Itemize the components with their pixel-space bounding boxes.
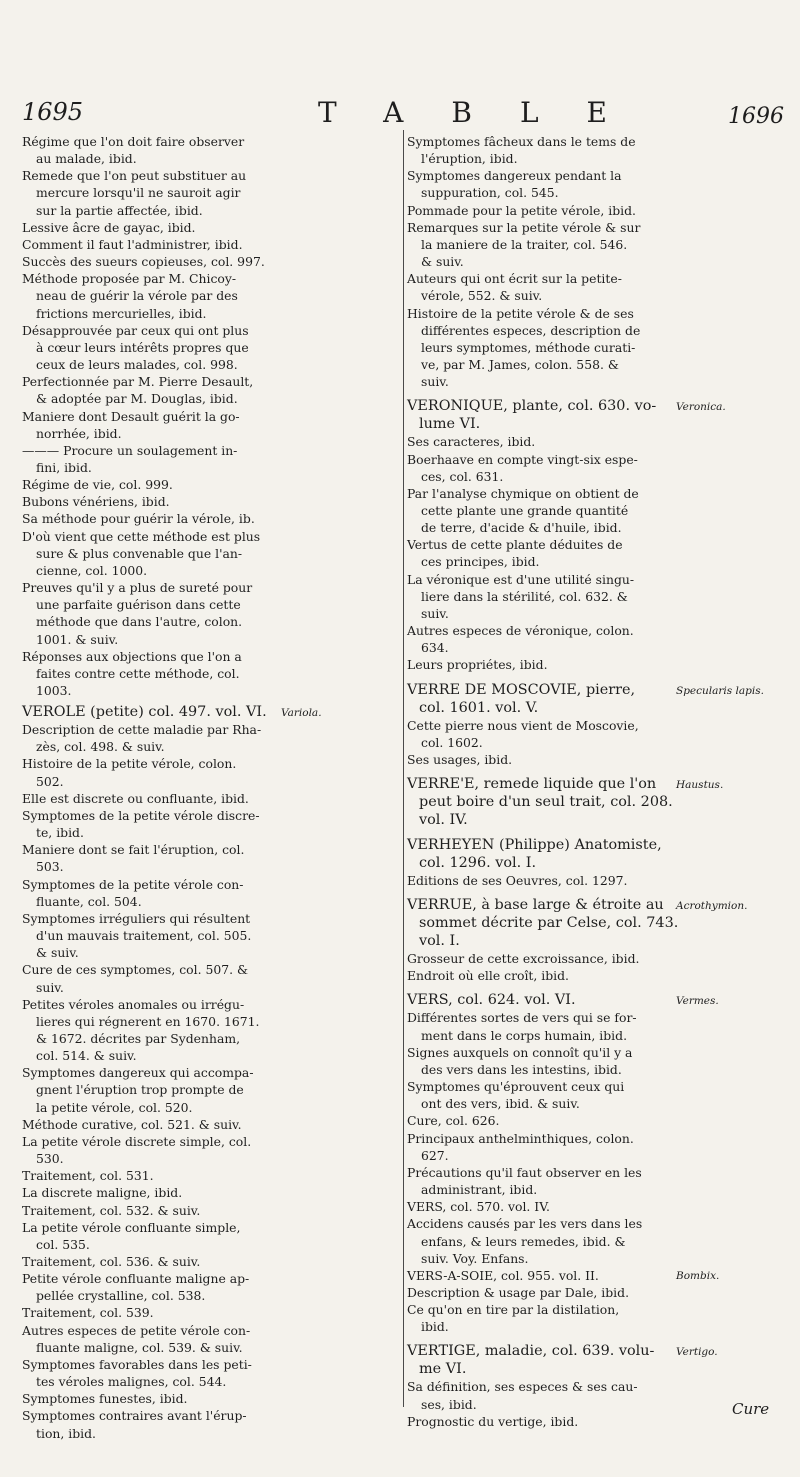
index-entry <box>407 1215 702 1266</box>
margin-latin-name: Haustus. <box>676 779 724 791</box>
index-entry <box>407 1078 702 1112</box>
entry-text: La discrete maligne, ibid. <box>22 1185 183 1201</box>
column-divider <box>403 130 404 1407</box>
index-entry <box>22 1133 307 1167</box>
entry-text: Symptomes dangereux pendant la suppuration, col. 545. <box>407 168 622 201</box>
index-heading <box>407 681 764 717</box>
index-entry <box>22 1219 307 1253</box>
index-entry <box>22 236 307 253</box>
index-entry <box>407 433 702 450</box>
entry-text: Histoire de la petite vérole, colon. 502. <box>22 756 237 789</box>
index-entry <box>407 133 702 167</box>
index-entry <box>22 167 307 218</box>
entry-text: Auteurs qui ont écrit sur la petite- vérole, 552. & suiv. <box>407 271 622 304</box>
entry-text: Traitement, col. 531. <box>22 1168 154 1184</box>
entry-text: Remede que l'on peut substituer au mercure lorsqu'il ne sauroit agir sur la partie affectée, ibid. <box>22 168 247 218</box>
entry-text: Accidens causés par les vers dans les enfans, & leurs remedes, ibid. & suiv. Voy. Enfans. <box>407 1216 643 1266</box>
entry-text: VERS, col. 570. vol. IV. <box>407 1199 550 1215</box>
entry-text: Bubons vénériens, ibid. <box>22 494 170 510</box>
margin-latin-name: Vertigo. <box>676 1346 718 1359</box>
index-entry <box>22 1270 307 1304</box>
entry-text: La petite vérole discrete simple, col. 530. <box>22 1133 252 1167</box>
entry-text: Grosseur de cette excroissance, ibid. <box>407 951 640 967</box>
entry-text: Boerhaave en compte vingt-six espe- ces, col. 631. <box>407 451 638 484</box>
entry-text: Traitement, col. 532. & suiv. <box>22 1202 201 1218</box>
entry-text: Description de cette maladie par Rha- zès, col. 498. & suiv. <box>22 722 262 755</box>
entry-text: Méthode curative, col. 521. & suiv. <box>22 1116 242 1132</box>
index-entry <box>407 950 702 967</box>
index-entry <box>22 1253 307 1270</box>
entry-text: VERONIQUE, plante, col. 630. vo- lume VI. <box>407 398 657 433</box>
index-entry <box>22 528 307 579</box>
entry-text: VERS-A-SOIE, col. 955. vol. II. <box>407 1267 599 1283</box>
margin-latin-name: Specularis lapis. <box>676 684 764 697</box>
entry-text: La petite vérole confluante simple, col. 535. <box>22 1219 241 1252</box>
index-entry <box>22 807 307 841</box>
entry-text: Méthode proposée par M. Chicoy- neau de guérir la vérole par des frictions mercurielles, ibid. <box>22 271 238 321</box>
index-entry <box>407 967 702 984</box>
entry-text: Ses caracteres, ibid. <box>407 434 536 450</box>
index-entry <box>22 1064 307 1115</box>
index-entry <box>22 1304 307 1321</box>
index-entry <box>22 996 307 1065</box>
index-heading <box>407 397 726 433</box>
entry-text: Cette pierre nous vient de Moscovie, col. 1602. <box>407 717 639 750</box>
entry-text: VERS, col. 624. vol. VI. <box>407 992 576 1009</box>
entry-text: Symptomes de la petite vérole con- fluante, col. 504. <box>22 876 244 909</box>
index-entry <box>22 442 307 476</box>
entry-text: VERTIGE, maladie, col. 639. volu- me VI. <box>407 1343 655 1378</box>
index-entry <box>22 1167 307 1184</box>
entry-text: Sa méthode pour guérir la vérole, ib. <box>22 511 255 527</box>
entry-text: Vertus de cette plante déduites de ces principes, ibid. <box>407 537 623 570</box>
index-entry <box>407 1378 702 1412</box>
catchword: Cure <box>732 1400 770 1418</box>
index-entry <box>22 253 307 270</box>
entry-text: Autres especes de petite vérole con- fluante maligne, col. 539. & suiv. <box>22 1322 251 1355</box>
index-entry <box>407 270 702 304</box>
entry-text: Ce qu'on en tire par la distilation, ibid. <box>407 1302 620 1335</box>
index-entry <box>22 493 307 510</box>
index-entry <box>407 622 702 656</box>
index-entry <box>407 717 702 751</box>
index-entry <box>407 1044 702 1078</box>
entry-text: Symptomes dangereux qui accompa- gnent l'éruption trop prompte de la petite vérole, col. 520. <box>22 1065 254 1115</box>
index-entry <box>407 751 702 768</box>
index-entry <box>22 876 307 910</box>
index-entry <box>407 536 702 570</box>
index-entry <box>22 373 307 407</box>
index-heading <box>407 896 748 950</box>
index-entry <box>407 872 702 889</box>
index-entry <box>22 790 307 807</box>
index-entry <box>22 270 307 321</box>
entry-text: Traitement, col. 539. <box>22 1305 154 1321</box>
margin-latin-name: Variola. <box>281 707 322 720</box>
index-entry <box>407 167 702 201</box>
index-entry <box>407 1301 702 1335</box>
entry-text: Symptomes qu'éprouvent ceux qui ont des vers, ibid. & suiv. <box>407 1079 625 1112</box>
entry-text: Ses usages, ibid. <box>407 751 513 767</box>
index-entry <box>407 219 702 270</box>
margin-latin-name: Bombix. <box>676 1269 720 1282</box>
index-entry <box>22 961 307 995</box>
index-entry <box>22 755 307 789</box>
entry-text: Maniere dont se fait l'éruption, col. 503. <box>22 842 245 875</box>
index-entry <box>22 1322 307 1356</box>
entry-text: ——— Procure un soulagement in- fini, ibid. <box>22 442 238 475</box>
entry-text: Principaux anthelminthiques, colon. 627. <box>407 1130 634 1163</box>
index-entry <box>22 133 307 167</box>
entry-text: Symptomes fâcheux dans le tems de l'éruption, ibid. <box>407 134 636 167</box>
entry-text: Traitement, col. 536. & suiv. <box>22 1254 201 1269</box>
page-title: TABLE <box>318 96 655 129</box>
index-heading <box>407 836 702 872</box>
entry-text: Lessive âcre de gayac, ibid. <box>22 219 196 235</box>
entry-text: VEROLE (petite) col. 497. vol. VI. <box>22 704 267 721</box>
entry-text: La véronique est d'une utilité singu- liere dans la stérilité, col. 632. & suiv. <box>407 571 635 621</box>
index-entry <box>407 1009 702 1043</box>
index-entry <box>407 1267 720 1284</box>
entry-text: Symptomes contraires avant l'érup- tion, ibid. <box>22 1408 247 1441</box>
entry-text: Sa définition, ses especes & ses cau- ses, ibid. <box>407 1379 638 1412</box>
index-entry <box>407 656 702 673</box>
page-number-left: 1695 <box>22 98 84 126</box>
entry-text: Maniere dont Desault guérit la go- norrhée, ibid. <box>22 408 240 441</box>
entry-text: Endroit où elle croît, ibid. <box>407 968 569 984</box>
margin-latin-name: Veronica. <box>676 401 726 414</box>
index-entry <box>22 322 307 373</box>
index-entry <box>407 1164 702 1198</box>
index-entry <box>22 1202 307 1219</box>
entry-text: Symptomes funestes, ibid. <box>22 1391 188 1407</box>
margin-latin-name: Acrothymion. <box>676 900 748 913</box>
entry-text: Editions de ses Oeuvres, col. 1297. <box>407 873 628 888</box>
index-entry <box>407 1130 702 1164</box>
index-entry <box>22 510 307 527</box>
entry-text: Preuves qu'il y a plus de sureté pour une parfaite guérison dans cette méthode que dans l'autre, colon. 1001. & suiv. <box>22 580 253 647</box>
index-heading <box>407 775 724 829</box>
index-entry <box>22 1407 307 1441</box>
entry-text: Régime de vie, col. 999. <box>22 477 173 493</box>
index-entry <box>22 579 307 648</box>
entry-text: D'où vient que cette méthode est plus sure & plus convenable que l'an- cienne, col. 1000. <box>22 528 261 578</box>
entry-text: Par l'analyse chymique on obtient de cette plante une grande quantité de terre, d'acide & d'huile, ibid. <box>407 485 639 536</box>
entry-text: Désapprouvée par ceux qui ont plus à cœur leurs intérêts propres que ceux de leurs malades, col. 998. <box>22 322 249 373</box>
index-entry <box>407 1112 702 1129</box>
entry-text: Symptomes irréguliers qui résultent d'un mauvais traitement, col. 505. & suiv. <box>22 910 252 961</box>
index-entry <box>22 476 307 493</box>
entry-text: Réponses aux objections que l'on a faites contre cette méthode, col. 1003. <box>22 648 242 698</box>
entry-text: Différentes sortes de vers qui se for- ment dans le corps humain, ibid. <box>407 1010 637 1043</box>
right-column <box>407 133 764 1430</box>
index-entry <box>22 219 307 236</box>
margin-latin-name: Vermes. <box>676 995 719 1008</box>
entry-text: Petites véroles anomales ou irrégu- lieres qui régnerent en 1670. 1671. & 1672. décrites par Sydenham, col. 514. & suiv. <box>22 996 260 1064</box>
entry-text: Histoire de la petite vérole & de ses différentes especes, description de leurs symptomes, méthode curati- ve, par M. James, colon. 558. & suiv. <box>407 305 641 390</box>
entry-text: Comment il faut l'administrer, ibid. <box>22 236 243 252</box>
entry-text: Cure, col. 626. <box>407 1113 500 1129</box>
index-heading <box>407 1342 718 1378</box>
entry-text: Régime que l'on doit faire observer au malade, ibid. <box>22 134 245 167</box>
entry-text: Autres especes de véronique, colon. 634. <box>407 623 634 656</box>
index-entry <box>22 408 307 442</box>
index-entry <box>22 1356 307 1390</box>
index-entry <box>22 1390 307 1407</box>
index-entry <box>407 485 702 536</box>
entry-text: Signes auxquels on connoît qu'il y a des vers dans les intestins, ibid. <box>407 1044 633 1077</box>
entry-text: Elle est discrete ou confluante, ibid. <box>22 790 249 806</box>
entry-text: Description & usage par Dale, ibid. <box>407 1284 630 1300</box>
entry-text: VERRUE, à base large & étroite au sommet décrite par Celse, col. 743. vol. I. <box>407 897 679 950</box>
entry-text: Succès des sueurs copieuses, col. 997. <box>22 254 265 270</box>
index-entry <box>22 1116 307 1133</box>
entry-text: Pommade pour la petite vérole, ibid. <box>407 202 636 218</box>
entry-text: VERRE'E, remede liquide que l'on peut boire d'un seul trait, col. 208. vol. IV. <box>407 776 673 828</box>
left-column <box>22 133 322 1442</box>
index-entry <box>407 305 702 391</box>
index-entry <box>22 648 307 699</box>
entry-text: Prognostic du vertige, ibid. <box>407 1413 579 1429</box>
index-entry <box>407 451 702 485</box>
index-entry <box>22 841 307 875</box>
index-entry <box>407 1198 702 1215</box>
index-entry <box>22 721 307 755</box>
entry-text: Remarques sur la petite vérole & sur la maniere de la traiter, col. 546. & suiv. <box>407 219 641 270</box>
entry-text: VERRE DE MOSCOVIE, pierre, col. 1601. vol. V. <box>407 681 636 716</box>
index-heading <box>407 991 719 1009</box>
entry-text: Petite vérole confluante maligne ap- pellée crystalline, col. 538. <box>22 1271 250 1304</box>
index-entry <box>407 1413 702 1430</box>
index-entry <box>22 1184 307 1201</box>
entry-text: Leurs propriétes, ibid. <box>407 657 548 673</box>
entry-text: Perfectionnée par M. Pierre Desault, & adoptée par M. Douglas, ibid. <box>22 374 254 407</box>
index-entry <box>407 202 702 219</box>
index-entry <box>22 910 307 961</box>
entry-text: Cure de ces symptomes, col. 507. & suiv. <box>22 962 249 995</box>
entry-text: Symptomes favorables dans les peti- tes véroles malignes, col. 544. <box>22 1356 252 1390</box>
page-number-right: 1696 <box>728 104 784 129</box>
index-entry <box>407 571 702 622</box>
index-entry <box>407 1284 702 1301</box>
index-heading <box>22 703 322 721</box>
entry-text: VERHEYEN (Philippe) Anatomiste, col. 1296. vol. I. <box>407 837 662 871</box>
entry-text: Symptomes de la petite vérole discre- te, ibid. <box>22 807 260 841</box>
entry-text: Précautions qu'il faut observer en les administrant, ibid. <box>407 1164 642 1198</box>
